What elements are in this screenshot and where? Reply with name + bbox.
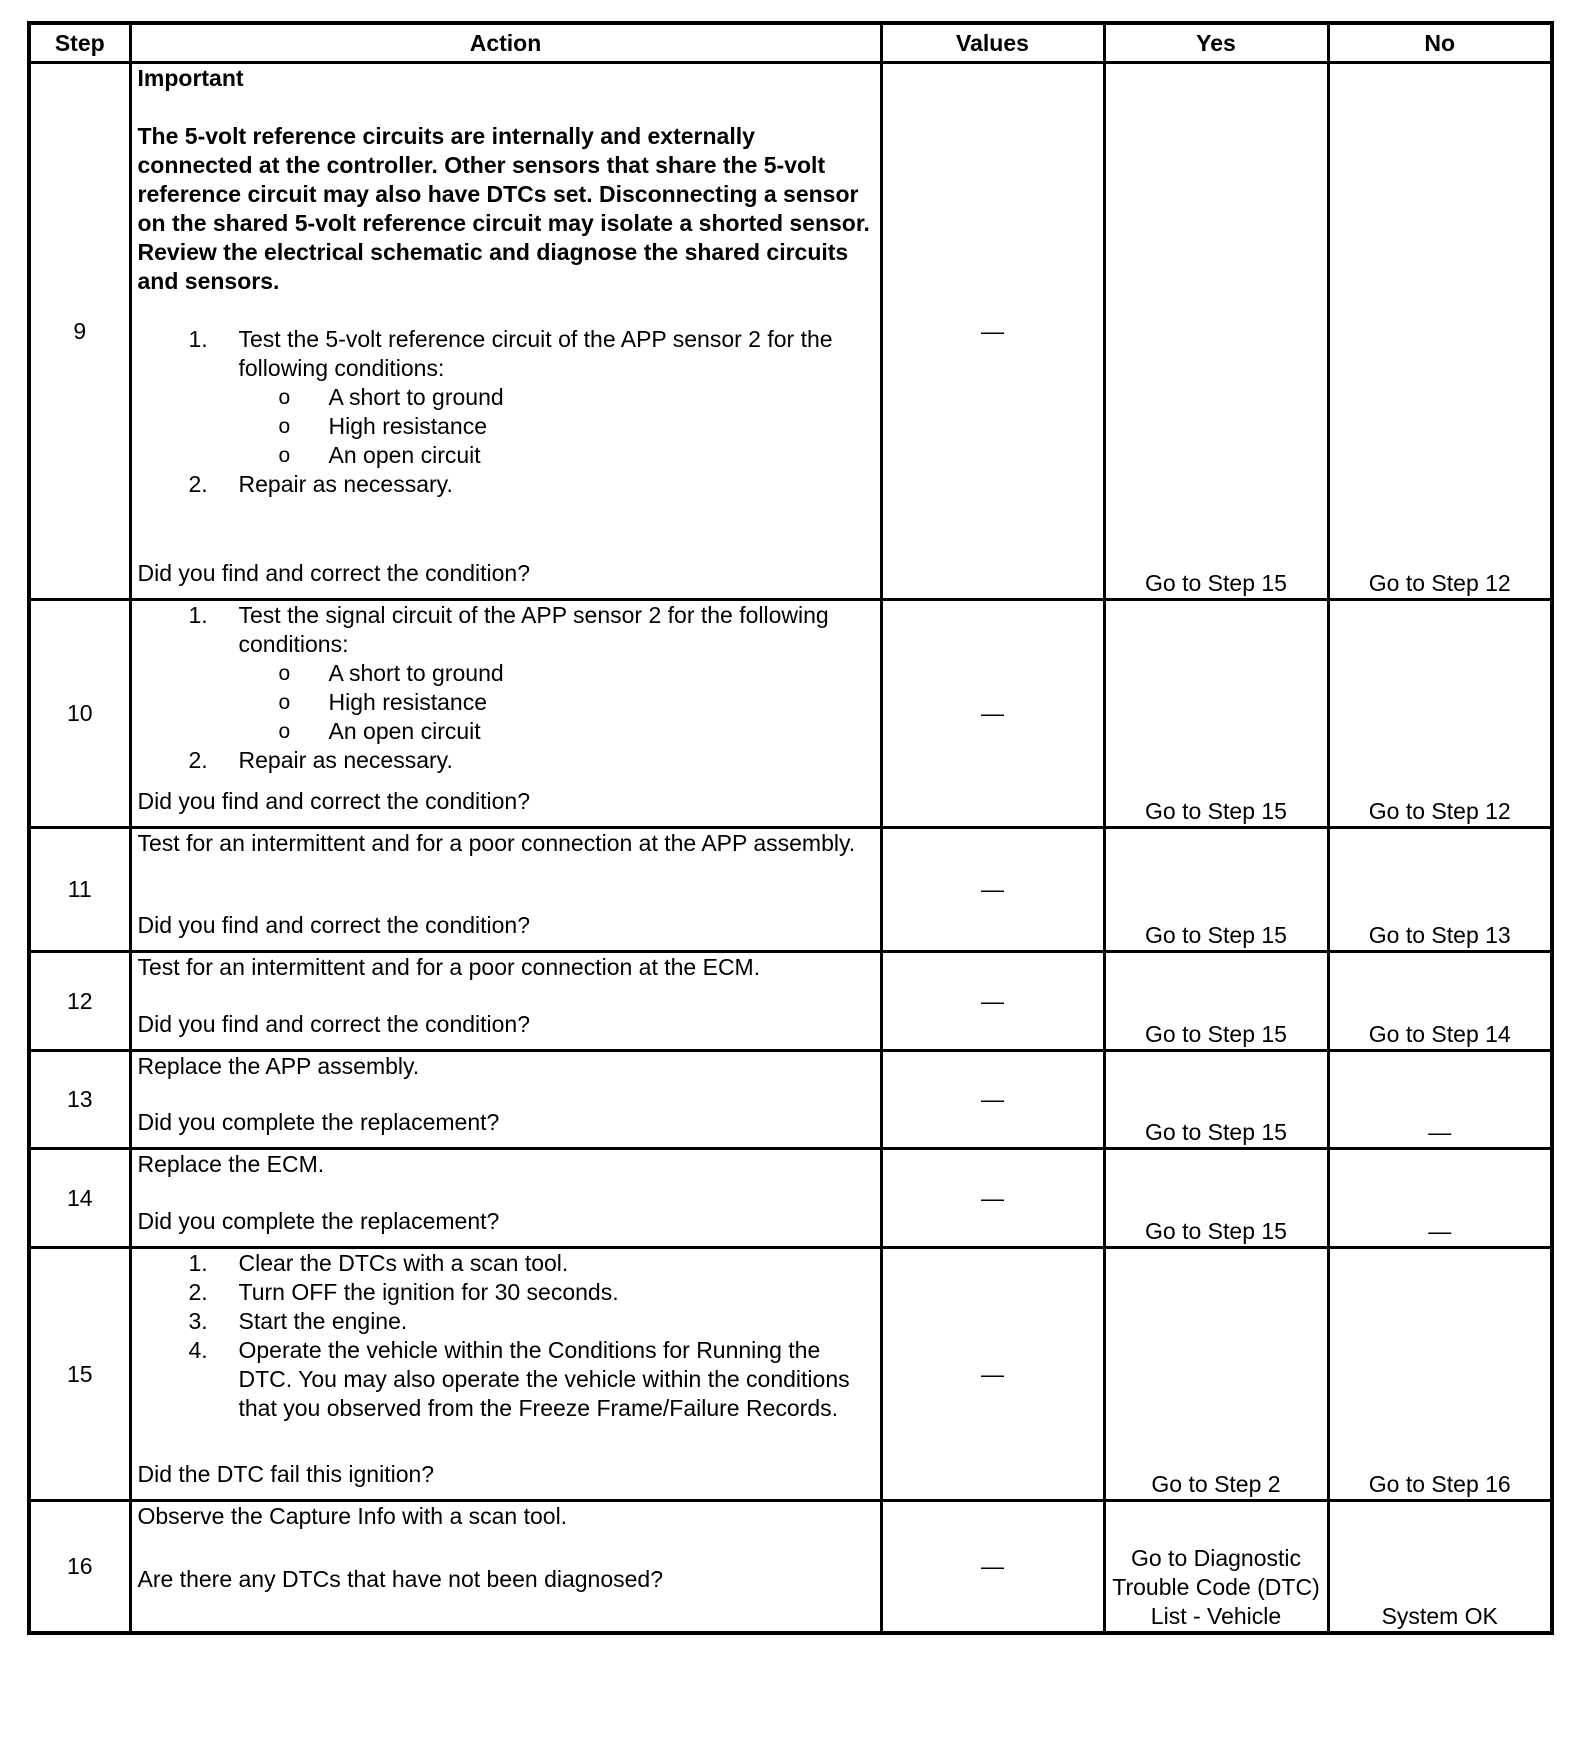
action-text: Test for an intermittent and for a poor connection at the ECM. [137, 954, 761, 980]
list-item: 4. Operate the vehicle within the Conditions for Running the DTC. You may also operate the vehicle within the conditions that you observed from the Freeze Frame/Failure Records. [188, 1337, 850, 1421]
step-number: 11 [29, 828, 130, 952]
no-cell: — [1328, 1051, 1552, 1149]
step-number: 12 [29, 952, 130, 1051]
diagnostic-table [27, 21, 1554, 1635]
question-text: Did you find and correct the condition? [137, 560, 531, 586]
question-text: Did you find and correct the condition? [137, 788, 531, 814]
action-cell [130, 952, 881, 1051]
yes-cell: Go to Step 15 [1104, 1051, 1328, 1149]
action-text: Replace the ECM. [137, 1151, 325, 1177]
question-text: Did you find and correct the condition? [137, 912, 531, 938]
list-item: o High resistance [278, 689, 488, 715]
values-cell: — [881, 1248, 1104, 1501]
condition-list [239, 383, 874, 470]
yes-cell: Go to Step 15 [1104, 828, 1328, 952]
header-values: Values [881, 23, 1104, 63]
values-cell: — [881, 1051, 1104, 1149]
action-cell [130, 600, 881, 828]
question-text: Did you complete the replacement? [137, 1109, 500, 1135]
step-number: 9 [29, 63, 130, 600]
table-row [29, 828, 1552, 952]
list-item: 3. Start the engine. [188, 1308, 408, 1334]
procedure-list [138, 325, 874, 499]
table-row [29, 1051, 1552, 1149]
procedure-list [138, 601, 874, 775]
list-item: 2. Repair as necessary. [188, 471, 453, 497]
yes-cell: Go to Diagnostic Trouble Code (DTC) List - Vehicle [1104, 1501, 1328, 1633]
question-text: Did you find and correct the condition? [137, 1011, 531, 1037]
table-row [29, 1248, 1552, 1501]
values-cell: — [881, 952, 1104, 1051]
no-cell: Go to Step 14 [1328, 952, 1552, 1051]
list-item: 1. Clear the DTCs with a scan tool. [188, 1250, 569, 1276]
action-text: Observe the Capture Info with a scan tool. [137, 1503, 568, 1529]
list-item: o A short to ground [278, 384, 504, 410]
table-row [29, 600, 1552, 828]
yes-cell: Go to Step 15 [1104, 600, 1328, 828]
header-step: Step [29, 23, 130, 63]
no-cell: — [1328, 1149, 1552, 1248]
list-item: o An open circuit [278, 442, 481, 468]
step-number: 14 [29, 1149, 130, 1248]
header-yes: Yes [1104, 23, 1328, 63]
no-cell: Go to Step 12 [1328, 600, 1552, 828]
procedure-list [138, 1249, 874, 1423]
values-cell: — [881, 828, 1104, 952]
table-row [29, 1149, 1552, 1248]
yes-cell: Go to Step 2 [1104, 1248, 1328, 1501]
list-item: 1. Test the 5-volt reference circuit of the APP sensor 2 for the following conditions: o A short to ground o High resistance o An open circuit [138, 325, 874, 470]
no-cell: System OK [1328, 1501, 1552, 1633]
table-row [29, 952, 1552, 1051]
action-text: Replace the APP assembly. [137, 1053, 420, 1079]
list-item: 2. Turn OFF the ignition for 30 seconds. [188, 1279, 619, 1305]
no-cell: Go to Step 12 [1328, 63, 1552, 600]
values-cell: — [881, 63, 1104, 600]
header-row [29, 23, 1552, 63]
yes-cell: Go to Step 15 [1104, 1149, 1328, 1248]
step-number: 13 [29, 1051, 130, 1149]
step-number: 15 [29, 1248, 130, 1501]
question-text: Are there any DTCs that have not been diagnosed? [137, 1566, 664, 1592]
list-item: o An open circuit [278, 718, 481, 744]
list-item: 1. Test the signal circuit of the APP sensor 2 for the following conditions: o A short to ground o High resistance o An open circuit [138, 601, 874, 746]
important-title: Important [137, 65, 244, 91]
list-item: o A short to ground [278, 660, 504, 686]
action-cell [130, 1051, 881, 1149]
question-text: Did the DTC fail this ignition? [137, 1461, 435, 1487]
table-row [29, 63, 1552, 600]
step-number: 16 [29, 1501, 130, 1633]
action-cell [130, 1149, 881, 1248]
values-cell: — [881, 1149, 1104, 1248]
yes-cell: Go to Step 15 [1104, 952, 1328, 1051]
question-text: Did you complete the replacement? [137, 1208, 500, 1234]
values-cell: — [881, 1501, 1104, 1633]
action-cell [130, 63, 881, 600]
values-cell: — [881, 600, 1104, 828]
condition-list [239, 659, 874, 746]
header-no: No [1328, 23, 1552, 63]
action-cell [130, 1248, 881, 1501]
list-item: o High resistance [278, 413, 488, 439]
step-number: 10 [29, 600, 130, 828]
table-row [29, 1501, 1552, 1633]
action-cell [130, 828, 881, 952]
action-cell [130, 1501, 881, 1633]
important-note: The 5-volt reference circuits are internally and externally connected at the controller. Other sensors that share the 5-volt reference circuit may also have DTCs set. Disconnecting a sensor on the shared 5-volt reference circuit may isolate a shorted sensor. Review the electrical schematic and diagnose the shared circuits and sensors. [137, 123, 870, 294]
no-cell: Go to Step 13 [1328, 828, 1552, 952]
action-text: Test for an intermittent and for a poor connection at the APP assembly. [137, 830, 856, 856]
yes-cell: Go to Step 15 [1104, 63, 1328, 600]
header-action: Action [130, 23, 881, 63]
no-cell: Go to Step 16 [1328, 1248, 1552, 1501]
list-item: 2. Repair as necessary. [188, 747, 453, 773]
